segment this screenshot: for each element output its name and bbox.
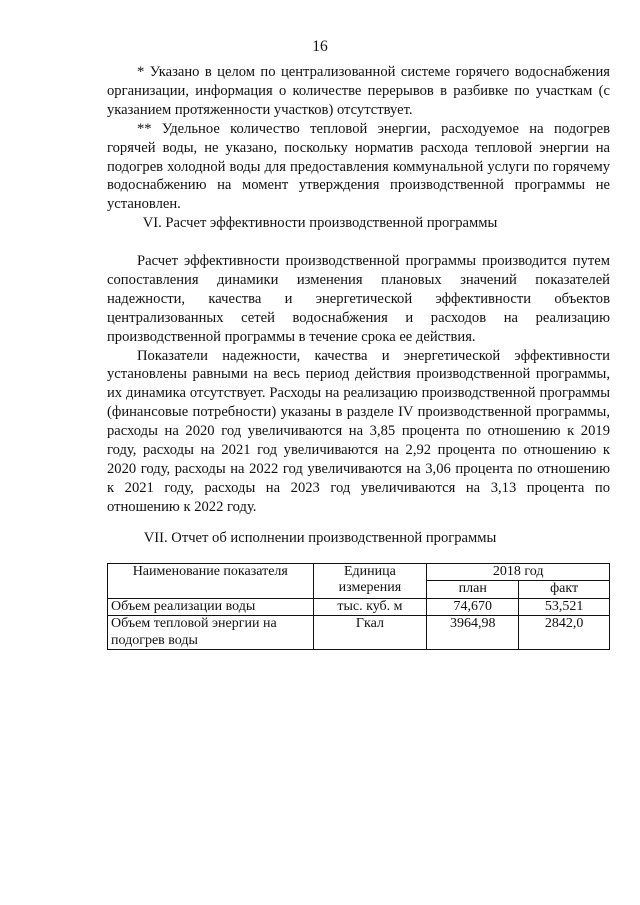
- row-plan: 74,670: [427, 598, 519, 615]
- header-plan: план: [427, 581, 519, 598]
- header-unit: Единица измерения: [313, 564, 427, 599]
- section-6-body: [107, 252, 610, 517]
- row-fact: 53,521: [519, 598, 610, 615]
- header-year: 2018 год: [427, 564, 610, 581]
- section-7-heading: VII. Отчет об исполнении производственной программы: [143, 530, 497, 546]
- table-row: [108, 616, 610, 650]
- section-6-paragraph-1: Расчет эффективности производственной программы производится путем сопоставления динамики изменения плановых значений показателей надежности, качества и энергетической эффективности объектов централизованных сетей водоснабжения и расходов на реализацию производственной программы в течение срока ее действия.: [107, 253, 610, 345]
- row-indicator: Объем реализации воды: [108, 598, 314, 615]
- page-number: 16: [312, 38, 328, 55]
- header-fact: факт: [519, 581, 610, 598]
- row-unit: Гкал: [313, 616, 427, 650]
- footnotes: [107, 63, 610, 214]
- footnote-2: ** Удельное количество тепловой энергии, расходуемое на подогрев горячей воды, не указано, поскольку норматив расхода тепловой энергии на подогрев холодной воды для предоставления коммунальной услуги по горячему водоснабжению на момент утверждения производственной программы не установлен.: [107, 120, 610, 213]
- table-header-row: [108, 564, 610, 581]
- table-row: [108, 598, 610, 615]
- section-6-heading: VI. Расчет эффективности производственной программы: [142, 215, 498, 231]
- row-fact: 2842,0: [519, 616, 610, 650]
- row-unit: тыс. куб. м: [313, 598, 427, 615]
- report-table: [107, 563, 610, 650]
- section-6-paragraph-2: Показатели надежности, качества и энергетической эффективности установлены равными на весь период действия производственной программы, их динамика отсутствует. Расходы на реализацию производственной программы (финансовые потребности) указаны в разделе IV производственной программы, расходы на 2020 год увеличиваются на 3,85 процента по отношению к 2019 году, расходы на 2021 год увеличиваются на 2,92 процента по отношению к 2020 году, расходы на 2022 год увеличиваются на 3,06 процента по отношению к 2021 году, расходы на 2023 год увеличиваются на 3,13 процента по отношению к 2022 году.: [107, 347, 610, 515]
- header-indicator: Наименование показателя: [108, 564, 314, 599]
- row-plan: 3964,98: [427, 616, 519, 650]
- footnote-1: * Указано в целом по централизованной системе горячего водоснабжения организации, информация о количестве перерывов в разбивке по участкам (с указанием протяженности участков) отсутствует.: [107, 64, 610, 118]
- row-indicator: Объем тепловой энергии на подогрев воды: [108, 616, 314, 650]
